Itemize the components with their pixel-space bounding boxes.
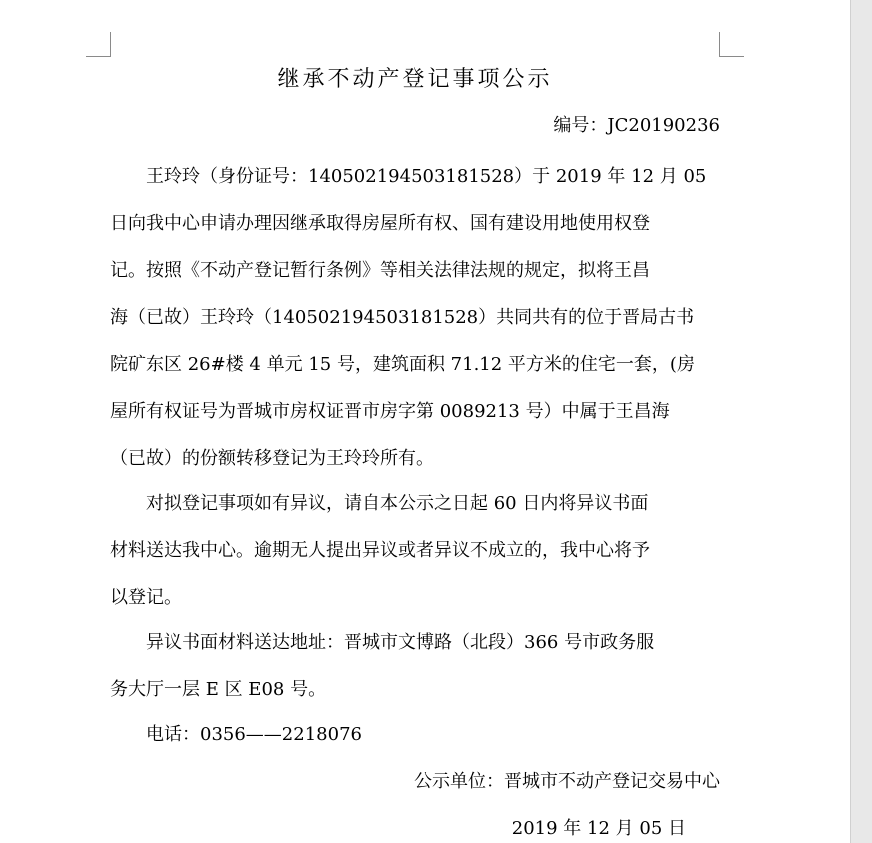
paragraph-2-line-3: 以登记。	[110, 587, 182, 608]
top-left-margin-mark	[86, 32, 111, 57]
paragraph-1-line-2: 日向我中心申请办理因继承取得房屋所有权、国有建设用地使用权登	[110, 213, 650, 234]
paragraph-1-line-6: 屋所有权证号为晋城市房权证晋市房字第 0089213 号）中属于王昌海	[110, 401, 670, 422]
document-number: 编号：JC20190236	[553, 115, 720, 136]
paragraph-1-line-5: 院矿东区 26#楼 4 单元 15 号，建筑面积 71.12 平方米的住宅一套，(房	[110, 354, 695, 375]
paragraph-1-line-1: 王玲玲（身份证号：140502194503181528）于 2019 年 12 月 05	[146, 166, 707, 187]
paragraph-1-line-7: （已故）的份额转移登记为王玲玲所有。	[110, 448, 434, 469]
paragraph-1-line-3: 记。按照《不动产登记暂行条例》等相关法律法规的规定，拟将王昌	[110, 260, 650, 281]
paragraph-3-line-1: 异议书面材料送达地址：晋城市文博路（北段）366 号市政务服	[146, 632, 655, 653]
vertical-scrollbar[interactable]	[850, 0, 872, 843]
top-right-margin-mark	[719, 32, 744, 57]
paragraph-2-line-1: 对拟登记事项如有异议，请自本公示之日起 60 日内将异议书面	[146, 493, 649, 514]
document-title: 继承不动产登记事项公示	[277, 67, 553, 92]
paragraph-2-line-2: 材料送达我中心。逾期无人提出异议或者异议不成立的，我中心将予	[110, 540, 650, 561]
issuer-line: 公示单位：晋城市不动产登记交易中心	[414, 771, 720, 792]
phone-line: 电话：0356——2218076	[146, 724, 362, 745]
paragraph-3-line-2: 务大厅一层 E 区 E08 号。	[110, 679, 327, 700]
paragraph-1-line-4: 海（已故）王玲玲（140502194503181528）共同共有的位于晋局古书	[110, 307, 695, 328]
date-line: 2019 年 12 月 05 日	[511, 818, 686, 839]
